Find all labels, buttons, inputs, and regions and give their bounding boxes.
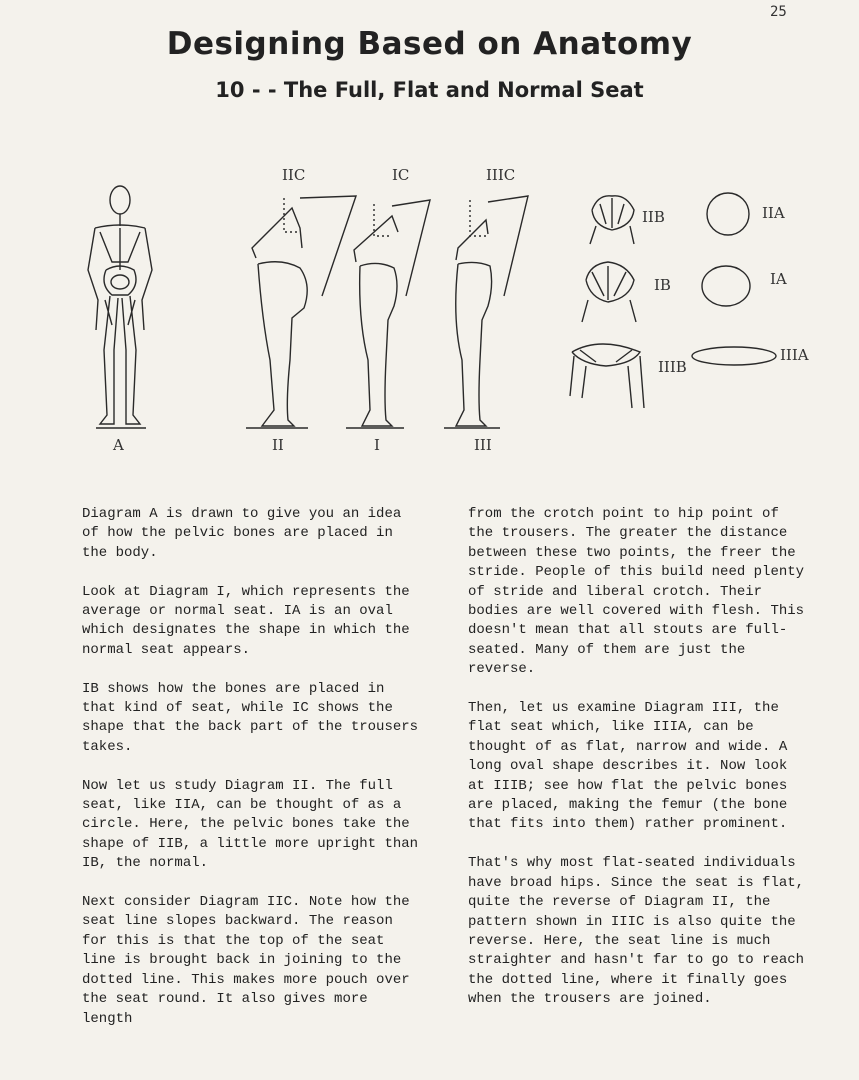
label-ii: II [272, 436, 284, 454]
label-ic: IC [392, 166, 410, 184]
paragraph: Look at Diagram I, which represents the average or normal seat. IA is an oval which designates the shape in which the normal seat appears. [82, 583, 410, 658]
text-column-right [468, 505, 810, 1029]
leg-diagram-i [346, 200, 430, 428]
oval-shape-ia [702, 266, 750, 306]
paragraph: Next consider Diagram IIC. Note how the seat line slopes backward. The reason for this is that the top of the seat line is brought back in joining to the dotted line. This makes more pouch over the seat round. It also gives more length [82, 894, 410, 1027]
label-ib: IB [654, 276, 671, 294]
label-i: I [374, 436, 380, 454]
paragraph: Now let us study Diagram II. The full seat, like IIA, can be thought of as a circle. Here, the pelvic bones take the shape of IIB, a little more upright than IB, the normal. [82, 777, 419, 872]
long-oval-shape-iiia [692, 347, 776, 365]
text-column-left [82, 505, 424, 1048]
page-subtitle: 10 - - The Full, Flat and Normal Seat [215, 78, 644, 102]
leg-diagram-ii [246, 196, 356, 428]
pelvis-diagram-iiib [570, 344, 644, 408]
page-number: 25 [770, 4, 787, 20]
label-iic: IIC [282, 166, 306, 184]
paragraph: That's why most flat-seated individuals have broad hips. Since the seat is flat, quite the reverse of Diagram II, the pattern shown in IIIC is also quite the reverse. Here, the seat line is much straighter and hasn't far to go to reach the dotted line, where it finally goes when the trousers are joined. [468, 855, 805, 1008]
page-title: Designing Based on Anatomy [166, 26, 693, 62]
label-iiib: IIIB [658, 358, 687, 376]
anatomy-figures [0, 0, 859, 470]
label-iiia: IIIA [780, 346, 809, 364]
leg-diagram-iii [444, 196, 528, 428]
label-ia: IA [770, 270, 787, 288]
circle-shape-iia [707, 193, 749, 235]
paragraph: IB shows how the bones are placed in that kind of seat, while IC shows the shape that the back part of the trousers takes. [82, 680, 419, 755]
skeleton-diagram-a [88, 186, 152, 428]
pelvis-diagram-iib [590, 196, 634, 244]
paragraph: Then, let us examine Diagram III, the flat seat which, like IIIA, can be thought of as flat, narrow and wide. A long oval shape describes it. Now look at IIIB; see how flat the pelvic bones are placed, making the femur (the bone that fits into them) rather prominent. [468, 700, 788, 833]
paragraph: Diagram A is drawn to give you an idea of how the pelvic bones are placed in the body. [82, 506, 402, 561]
label-a: A [113, 436, 124, 454]
paragraph: from the crotch point to hip point of the trousers. The greater the distance between these two points, the freer the stride. People of this build need plenty of stride and liberal crotch. Their bodies are well covered with flesh. This doesn't mean that all stouts are full-seated. Many of them are just the reverse. [468, 506, 805, 678]
label-iiic: IIIC [486, 166, 516, 184]
label-iii: III [474, 436, 492, 454]
pelvis-diagram-ib [582, 262, 636, 322]
label-iia: IIA [762, 204, 785, 222]
label-iib: IIB [642, 208, 665, 226]
